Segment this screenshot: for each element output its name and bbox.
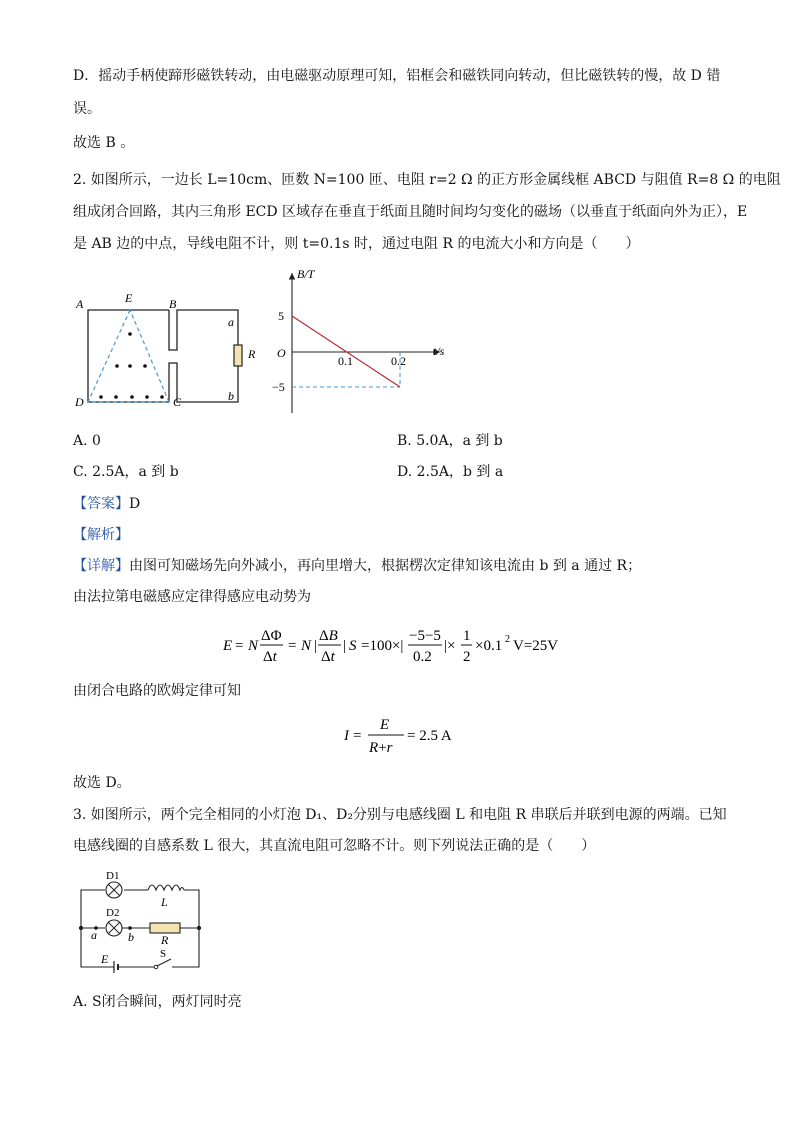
svg-text:=: =	[288, 638, 297, 654]
label-D: D	[75, 395, 84, 409]
svg-text:ΔB: ΔB	[319, 628, 338, 644]
svg-text:=: =	[353, 728, 362, 744]
svg-text:ΔΦ: ΔΦ	[261, 628, 282, 644]
q2-detail-row	[73, 556, 641, 576]
q2-faraday-intro: 由法拉第电磁感应定律得感应电动势为	[73, 589, 311, 605]
label-b-q3: b	[128, 930, 134, 944]
resistor-R	[234, 345, 242, 366]
emf-equation	[223, 620, 583, 670]
label-a-q3: a	[91, 928, 97, 942]
label-b: b	[228, 389, 234, 403]
graph-ytick-pos5: 5	[278, 309, 284, 323]
svg-text:2: 2	[463, 649, 471, 665]
q2-choose: 故选 D。	[73, 775, 131, 791]
magnetic-triangle	[88, 310, 169, 402]
graph-xlabel: t/s	[433, 344, 445, 358]
graph-xtick-02: 0.2	[391, 354, 406, 368]
label-L: L	[161, 895, 168, 909]
current-equation	[344, 712, 464, 760]
q3-stem-line1: 3. 如图所示，两个完全相同的小灯泡 D₁、D₂分别与电感线圈 L 和电阻 R 串联后并联到电源的两端。已知	[73, 807, 727, 823]
graph-ylabel: B/T	[297, 267, 315, 281]
q3-circuit-figure	[72, 868, 207, 973]
label-D2: D2	[106, 907, 120, 919]
svg-text:Δt: Δt	[263, 649, 277, 665]
prev-d-line1: D．摇动手柄使蹄形磁铁转动，由电磁驱动原理可知，铝框会和磁铁同向转动，但比磁铁转的慢，故 D 错	[73, 68, 721, 84]
svg-text:R+r: R+r	[369, 740, 393, 756]
label-B: B	[169, 297, 177, 311]
q2-option-D[interactable]: D. 2.5A，b 到 a	[397, 464, 504, 480]
label-a: a	[228, 315, 234, 329]
analysis-label: 【解析】	[73, 527, 129, 543]
q3-option-A[interactable]: A. S闭合瞬间，两灯同时亮	[73, 994, 242, 1010]
graph-origin: O	[277, 346, 286, 360]
q2-option-B[interactable]: B. 5.0A，a 到 b	[397, 433, 503, 449]
prev-d-line2: 误。	[73, 101, 101, 117]
lamp-D1	[106, 882, 122, 898]
q2-ohm-intro: 由闭合电路的欧姆定律可知	[73, 683, 241, 699]
svg-text:I: I	[344, 728, 349, 744]
svg-text:2: 2	[505, 634, 510, 645]
label-R-q3: R	[161, 933, 169, 947]
resistor-R-q3	[150, 923, 180, 933]
label-S: S	[160, 948, 167, 960]
prev-answer: 故选 B 。	[73, 135, 135, 151]
inductor-L	[148, 885, 184, 890]
svg-text:|: |	[314, 638, 318, 654]
label-D1: D1	[106, 870, 120, 882]
q2-circuit-figure	[70, 290, 260, 415]
detail-text: 由图可知磁场先向外减小，再向里增大，根据楞次定律知该电流由 b 到 a 通过 R；	[129, 558, 642, 574]
q2-stem-line1: 2. 如图所示，一边长 L=10cm、匝数 N=100 匝、电阻 r=2 Ω 的正方形金属线框 ABCD 与阻值 R=8 Ω 的电阻	[73, 172, 781, 188]
field-dots	[99, 332, 164, 399]
q2-answer-row	[73, 494, 140, 514]
q2-bt-graph	[270, 265, 460, 415]
q2-analysis-row	[73, 525, 129, 545]
label-C: C	[173, 395, 182, 409]
label-R: R	[248, 347, 256, 361]
answer-value: D	[129, 496, 141, 512]
svg-text:V=25V: V=25V	[513, 638, 559, 654]
svg-text:E: E	[223, 638, 233, 654]
svg-text:×0.1: ×0.1	[475, 638, 503, 654]
q3-stem-line2: 电感线圈的自感系数 L 很大，其直流电阻可忽略不计。则下列说法正确的是（ ）	[73, 838, 596, 854]
graph-ytick-neg5: −5	[272, 380, 285, 394]
svg-text:= 2.5 A: = 2.5 A	[407, 728, 452, 744]
q2-stem-line3: 是 AB 边的中点，导线电阻不计，则 t=0.1s 时，通过电阻 R 的电流大小和方向是（ ）	[73, 236, 640, 252]
q2-option-A[interactable]: A. 0	[73, 433, 101, 449]
switch-S	[157, 959, 171, 966]
svg-text:=100×|: =100×|	[361, 638, 404, 654]
frame-left-top	[88, 310, 169, 402]
svg-text:E: E	[380, 717, 390, 733]
q2-stem-line2: 组成闭合回路，其内三角形 ECD 区域存在垂直于纸面且随时间均匀变化的磁场（以垂直于纸面向外为正），E	[73, 204, 748, 220]
graph-xtick-01: 0.1	[338, 354, 353, 368]
svg-text:N: N	[301, 638, 312, 654]
svg-text:1: 1	[463, 628, 471, 644]
svg-text:N: N	[248, 638, 259, 654]
label-E-q3: E	[101, 952, 109, 966]
svg-text:0.2: 0.2	[413, 649, 432, 665]
svg-text:|×: |×	[444, 638, 456, 654]
lamp-D2	[106, 920, 122, 936]
label-A: A	[76, 297, 84, 311]
svg-text:Δt: Δt	[321, 649, 335, 665]
svg-text:=: =	[235, 638, 244, 654]
label-E: E	[125, 291, 133, 305]
svg-text:S: S	[349, 638, 357, 654]
answer-label: 【答案】	[73, 496, 129, 512]
detail-label: 【详解】	[73, 558, 129, 574]
q2-option-C[interactable]: C. 2.5A，a 到 b	[73, 464, 179, 480]
svg-text:−5−5: −5−5	[409, 628, 441, 644]
svg-text:|: |	[343, 638, 347, 654]
